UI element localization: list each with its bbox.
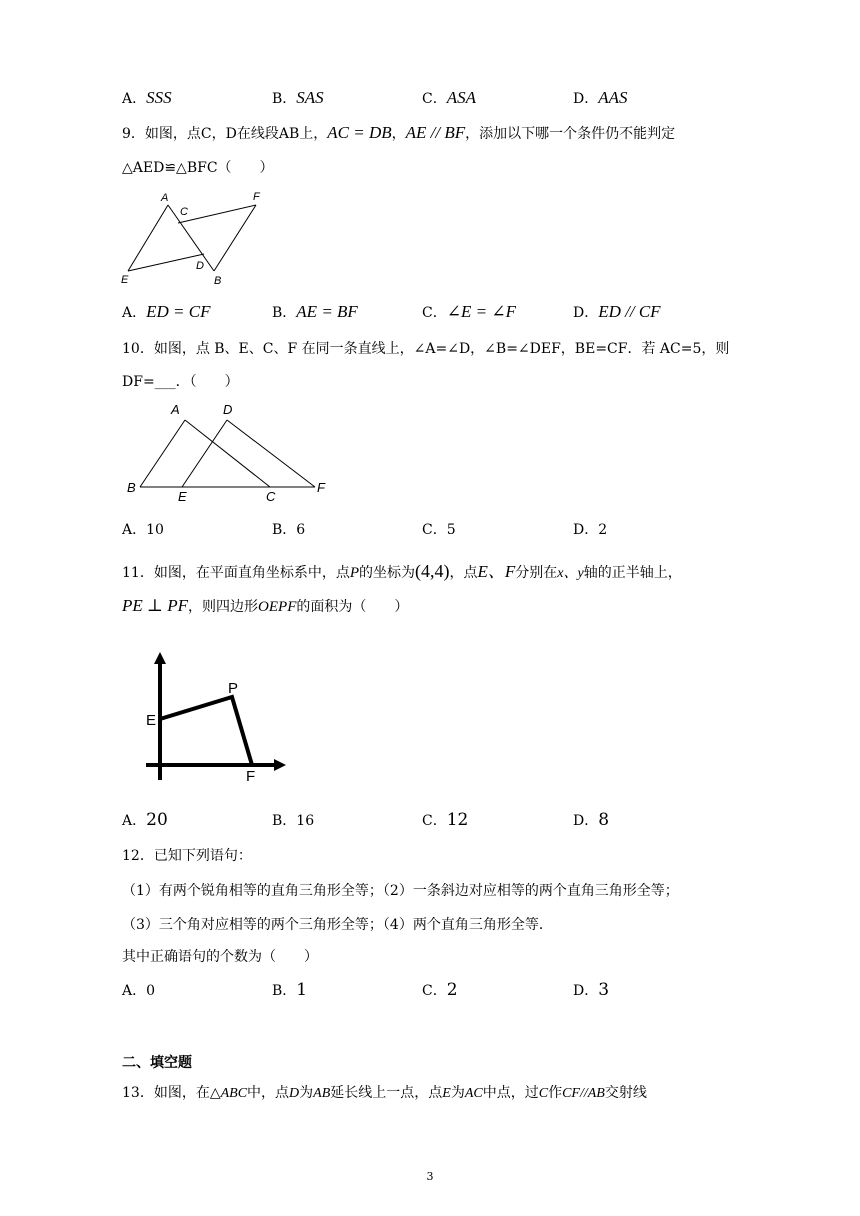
q13-text: 中点，过 (482, 1085, 539, 1101)
q11-option-c (422, 810, 468, 830)
option-label: C． (422, 522, 447, 538)
q13-cf-parallel-ab: CF//AB (562, 1086, 605, 1101)
label-p: P (228, 680, 239, 697)
q9-option-d (573, 302, 661, 322)
q13-point-c: C (538, 1086, 549, 1101)
q11-option-a (122, 810, 168, 830)
q13-abc: ABC (220, 1086, 248, 1101)
q9-stem-line1 (122, 123, 675, 143)
q10-option-c (422, 519, 456, 539)
q9-option-b (272, 302, 358, 322)
option-label: B． (272, 522, 297, 538)
q12-option-b (272, 980, 307, 1000)
q12-option-d (573, 980, 609, 1000)
q9-sep: ， (391, 126, 406, 142)
q11-stem-line2 (122, 596, 408, 616)
option-value: 5 (446, 522, 456, 538)
q12-stem-line1: 12．已知下列语句： (122, 848, 252, 864)
q12-stem-line3: （3）三个角对应相等的两个三角形全等；（4）两个直角三角形全等． (122, 917, 553, 933)
q13-point-d: D (289, 1086, 300, 1101)
q11-option-d (573, 810, 609, 830)
q11-text: 的坐标为 (359, 565, 415, 581)
option-value: ASA (446, 88, 476, 107)
q8-option-d (573, 88, 628, 108)
option-value: 16 (296, 813, 315, 829)
option-value: AAS (598, 88, 628, 107)
q13-text: 为 (299, 1085, 314, 1101)
q8-option-c (422, 88, 476, 108)
q11-coord: (4,4) (415, 561, 450, 581)
x-axis-arrow (274, 759, 286, 771)
option-value: 2 (446, 980, 458, 1000)
section-heading-fill-blank: 二、填空题 (122, 1055, 192, 1071)
q11-stem-line1 (122, 557, 682, 582)
option-label: C． (422, 983, 447, 999)
option-label: D． (573, 813, 599, 829)
q13-text: 13．如图，在△ (122, 1085, 221, 1101)
q11-option-b (272, 810, 314, 830)
q8-option-a (122, 88, 172, 108)
option-value: 12 (446, 810, 469, 830)
label-e: E (121, 274, 129, 286)
q11-points-ef: E、F (477, 562, 516, 581)
option-value: 1 (296, 980, 308, 1000)
option-value: SAS (296, 88, 324, 107)
y-axis-arrow (154, 652, 166, 664)
option-label: A． (122, 91, 147, 107)
q12-stem-line4: 其中正确语句的个数为（ ） (122, 949, 318, 965)
q11-text: 分别在 (515, 565, 558, 581)
q13-point-e: E (442, 1086, 451, 1101)
label-f: F (246, 768, 256, 785)
segment-df (227, 420, 315, 487)
q12-option-c (422, 980, 458, 1000)
option-label: C． (422, 91, 447, 107)
option-label: D． (573, 91, 599, 107)
q10-option-b (272, 519, 305, 539)
label-e: E (146, 712, 157, 729)
segment-ba (140, 420, 185, 487)
option-label: A． (122, 813, 147, 829)
q11-point-p: P (349, 565, 359, 581)
q11-text: ，则四边形 (188, 599, 259, 615)
q12-stem-line2: （1）有两个锐角相等的直角三角形全等；（2）一条斜边对应相等的两个直角三角形全等； (122, 883, 679, 899)
option-value: ED // CF (598, 302, 661, 321)
option-label: D． (573, 983, 599, 999)
label-b: B (127, 480, 136, 495)
q13-ac: AC (464, 1086, 483, 1101)
q11-text: 11．如图，在平面直角坐标系中，点 (122, 565, 350, 581)
option-label: D． (573, 522, 599, 538)
q11-text: 轴的正半轴上， (583, 565, 682, 581)
label-a: A (171, 402, 180, 417)
q9-math-ae-bf: AE // BF (405, 123, 466, 142)
q11-text: ，点 (449, 565, 478, 581)
option-label: C． (422, 813, 447, 829)
segment-ed (182, 420, 227, 487)
q8-option-b (272, 88, 324, 108)
option-value: AE = BF (296, 302, 358, 321)
q9-math-ac-db: AC = DB (327, 123, 392, 142)
label-f: F (317, 480, 325, 495)
option-value: 20 (146, 810, 168, 830)
label-c: C (266, 489, 276, 504)
q9-option-c (422, 302, 516, 322)
q10-option-d (573, 519, 607, 539)
segment-fb (214, 205, 256, 271)
option-value: SSS (146, 88, 172, 107)
label-d: D (196, 260, 204, 272)
q10-stem-line2: DF=___．（ ） (122, 374, 239, 390)
page-number: 3 (426, 1170, 434, 1183)
label-b: B (214, 275, 222, 287)
option-label: B． (272, 305, 297, 321)
q13-text: 为 (450, 1085, 465, 1101)
label-d: D (223, 402, 233, 417)
option-value: 8 (598, 810, 610, 830)
option-label: B． (272, 813, 297, 829)
segment-ac (185, 420, 270, 487)
option-label: C． (422, 305, 447, 321)
option-value: 2 (598, 522, 608, 538)
option-label: B． (272, 983, 297, 999)
option-label: D． (573, 305, 599, 321)
option-value: ∠E = ∠F (446, 302, 516, 321)
q13-stem-line1 (122, 1082, 647, 1102)
q9-option-a (122, 302, 210, 322)
q11-figure (140, 650, 290, 785)
q9-stem-line2: △AED≌△BFC（ ） (122, 160, 274, 176)
segment-ae (128, 205, 168, 271)
q9-text: ，添加以下哪一个条件仍不能判定 (465, 126, 676, 142)
label-f: F (253, 191, 260, 203)
segment-ab (168, 205, 214, 271)
q11-figure-lines (146, 662, 276, 780)
option-label: A． (122, 522, 147, 538)
option-value: 10 (146, 522, 164, 538)
label-c: C (180, 206, 188, 218)
q11-oepf: OEPF (258, 599, 297, 615)
option-label: A． (122, 983, 147, 999)
q13-text: 延长线上一点，点 (330, 1085, 443, 1101)
q12-option-a (122, 980, 155, 1000)
segment-ed (128, 254, 204, 271)
option-value: ED = CF (146, 302, 211, 321)
path-epf (160, 697, 252, 765)
q10-figure (120, 398, 335, 504)
q11-text: 的面积为（ ） (296, 599, 409, 615)
q10-stem-line1: 10．如图，点 B、E、C、F 在同一条直线上，∠A=∠D，∠B=∠DEF，BE=CF．若 AC=5，则 (122, 341, 730, 357)
q9-figure-lines (128, 205, 256, 271)
option-value: 6 (296, 522, 306, 538)
q9-text: 9．如图，点C，D在线段AB上， (122, 126, 328, 142)
q13-text: 作 (548, 1085, 563, 1101)
q13-text: 交射线 (604, 1085, 647, 1101)
option-label: A． (122, 305, 147, 321)
q13-ab: AB (313, 1086, 331, 1101)
option-label: B． (272, 91, 297, 107)
label-e: E (178, 489, 187, 504)
q10-figure-lines (140, 420, 315, 487)
q9-figure (118, 188, 268, 290)
q11-axes-xy: x、y (557, 566, 584, 581)
label-a: A (161, 192, 169, 204)
segment-cf (178, 205, 256, 223)
q10-option-a (122, 519, 164, 539)
option-value: 0 (146, 983, 156, 999)
q11-math-pe-pf: PE ⊥ PF (122, 596, 189, 615)
option-value: 3 (598, 980, 610, 1000)
q13-text: 中，点 (247, 1085, 290, 1101)
